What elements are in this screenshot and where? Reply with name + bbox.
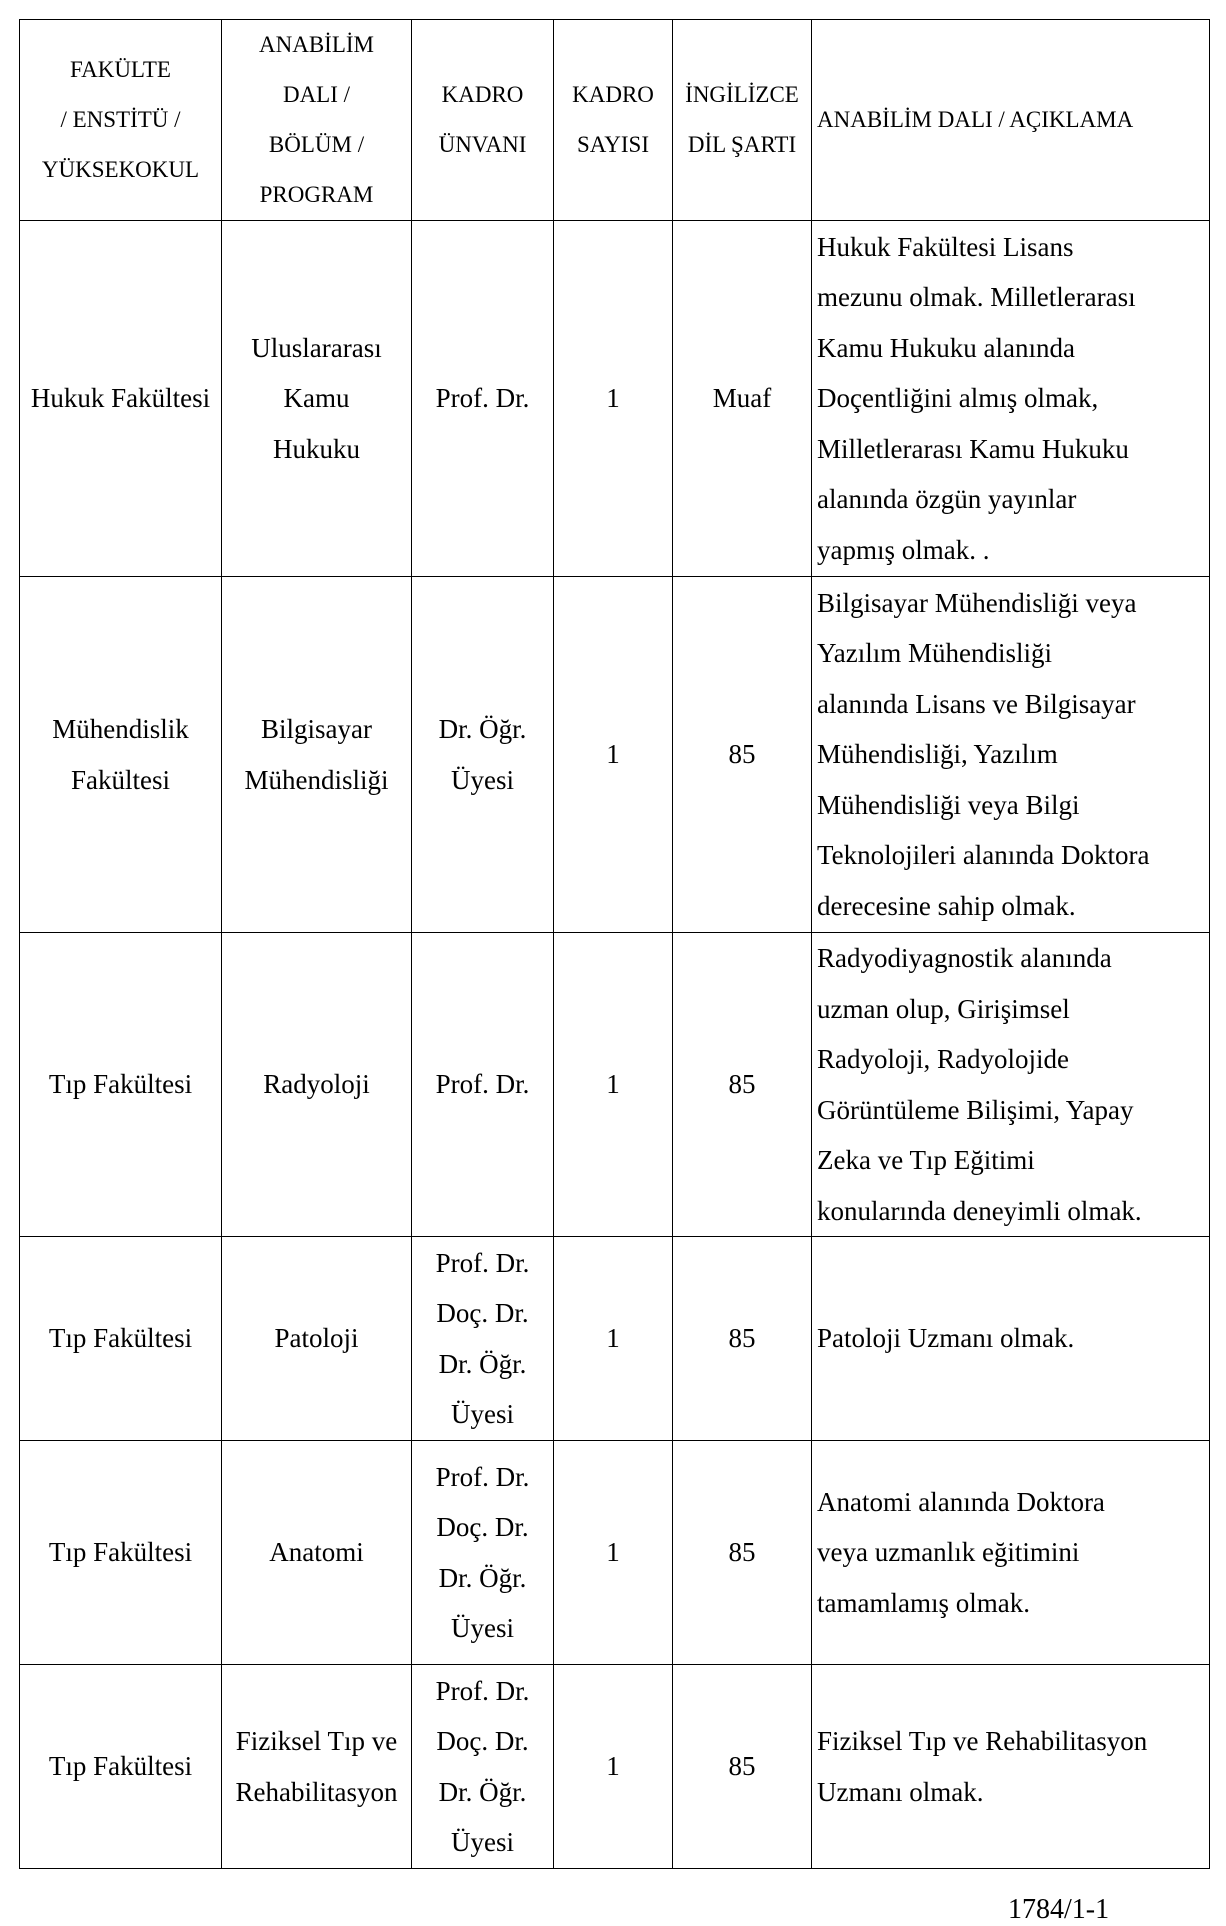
cell-unvan: Prof. Dr. Doç. Dr. Dr. Öğr. Üyesi [412, 1237, 554, 1441]
cell-anabilim: Uluslararası Kamu Hukuku [222, 221, 412, 577]
cell-dil: 85 [673, 1237, 812, 1441]
cell-sayi: 1 [554, 577, 673, 933]
cell-sayi: 1 [554, 221, 673, 577]
cell-dil: 85 [673, 1441, 812, 1665]
header-anabilim: ANABİLİM DALI / BÖLÜM / PROGRAM [222, 20, 412, 221]
cell-fakulte: Mühendislik Fakültesi [20, 577, 222, 933]
cell-sayi: 1 [554, 1237, 673, 1441]
header-aciklama: ANABİLİM DALI / AÇIKLAMA [812, 20, 1210, 221]
table-row [20, 221, 1210, 577]
table-row [20, 1237, 1210, 1441]
table-row [20, 1665, 1210, 1869]
cell-anabilim: Radyoloji [222, 933, 412, 1237]
table-body [20, 221, 1210, 1869]
page-footer-code: 1784/1-1 [1008, 1894, 1110, 1925]
table-row [20, 577, 1210, 933]
cell-dil: 85 [673, 933, 812, 1237]
cell-sayi: 1 [554, 933, 673, 1237]
cell-aciklama: Hukuk Fakültesi Lisans mezunu olmak. Milletlerarası Kamu Hukuku alanında Doçentliğini almış olmak, Milletlerarası Kamu Hukuku alanında özgün yayınlar yapmış olmak. . [812, 221, 1210, 577]
cell-aciklama: Fiziksel Tıp ve Rehabilitasyon Uzmanı olmak. [812, 1665, 1210, 1869]
cell-unvan: Prof. Dr. [412, 933, 554, 1237]
cell-anabilim: Patoloji [222, 1237, 412, 1441]
cell-aciklama: Patoloji Uzmanı olmak. [812, 1237, 1210, 1441]
header-unvan: KADRO ÜNVANI [412, 20, 554, 221]
cell-sayi: 1 [554, 1665, 673, 1869]
cell-unvan: Prof. Dr. Doç. Dr. Dr. Öğr. Üyesi [412, 1665, 554, 1869]
cell-dil: Muaf [673, 221, 812, 577]
cell-dil: 85 [673, 577, 812, 933]
header-dil: İNGİLİZCE DİL ŞARTI [673, 20, 812, 221]
cell-fakulte: Hukuk Fakültesi [20, 221, 222, 577]
cell-unvan: Prof. Dr. [412, 221, 554, 577]
kadro-table [19, 19, 1210, 1869]
cell-unvan: Dr. Öğr. Üyesi [412, 577, 554, 933]
header-sayi: KADRO SAYISI [554, 20, 673, 221]
header-row [20, 20, 1210, 221]
cell-aciklama: Radyodiyagnostik alanında uzman olup, Girişimsel Radyoloji, Radyolojide Görüntüleme Bilişimi, Yapay Zeka ve Tıp Eğitimi konularında deneyimli olmak. [812, 933, 1210, 1237]
header-fakulte: FAKÜLTE / ENSTİTÜ / YÜKSEKOKUL [20, 20, 222, 221]
table-row [20, 1441, 1210, 1665]
cell-fakulte: Tıp Fakültesi [20, 933, 222, 1237]
cell-anabilim: Fiziksel Tıp ve Rehabilitasyon [222, 1665, 412, 1869]
cell-fakulte: Tıp Fakültesi [20, 1441, 222, 1665]
cell-dil: 85 [673, 1665, 812, 1869]
cell-anabilim: Bilgisayar Mühendisliği [222, 577, 412, 933]
table-row [20, 933, 1210, 1237]
cell-anabilim: Anatomi [222, 1441, 412, 1665]
cell-aciklama: Bilgisayar Mühendisliği veya Yazılım Mühendisliği alanında Lisans ve Bilgisayar Mühendisliği, Yazılım Mühendisliği veya Bilgi Teknolojileri alanında Doktora derecesine sahip olmak. [812, 577, 1210, 933]
cell-sayi: 1 [554, 1441, 673, 1665]
cell-unvan: Prof. Dr. Doç. Dr. Dr. Öğr. Üyesi [412, 1441, 554, 1665]
cell-fakulte: Tıp Fakültesi [20, 1237, 222, 1441]
cell-aciklama: Anatomi alanında Doktora veya uzmanlık eğitimini tamamlamış olmak. [812, 1441, 1210, 1665]
cell-fakulte: Tıp Fakültesi [20, 1665, 222, 1869]
